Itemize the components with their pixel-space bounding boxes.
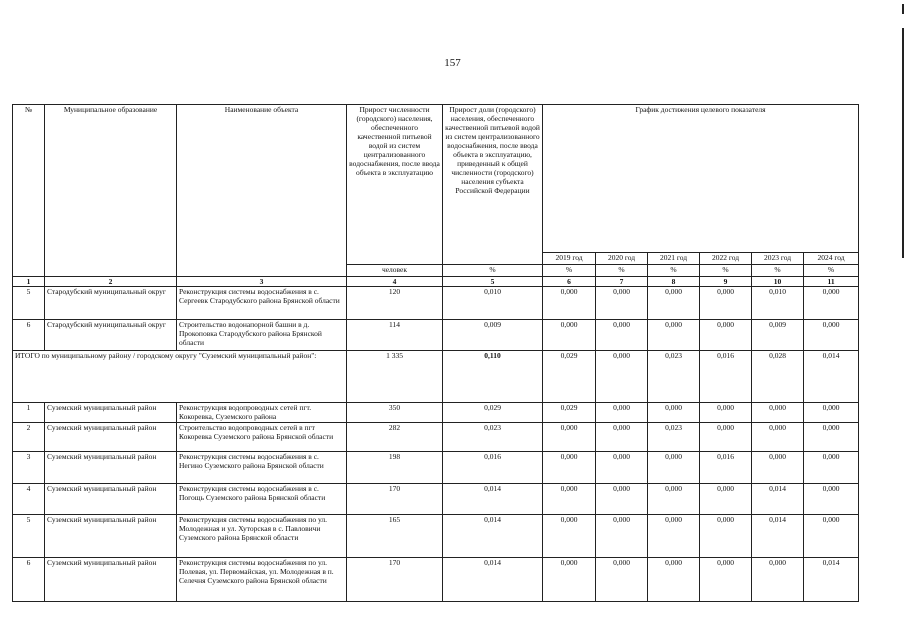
year-value-cell: 0,000 bbox=[700, 423, 752, 452]
object-name-cell: Реконструкция системы водоснабжения в с. Сергеевк Стародубского района Брянской области bbox=[177, 287, 347, 320]
municipality-cell: Суземский муниципальный район bbox=[45, 423, 177, 452]
year-value-cell: 0,000 bbox=[596, 515, 648, 558]
unit-percent: % bbox=[752, 265, 804, 277]
year-value-cell: 0,014 bbox=[752, 484, 804, 515]
header-row bbox=[13, 105, 859, 253]
column-number: 6 bbox=[543, 277, 596, 287]
column-number: 5 bbox=[443, 277, 543, 287]
year-value-cell: 0,000 bbox=[543, 515, 596, 558]
header-share-growth: Прирост доли (городского) населения, обеспеченного качественной питьевой водой из систем централизованного водоснабжения, после ввода объекта в эксплуатацию, приведенный к общей численности (городского) населения субъекта Российской Федерации bbox=[443, 105, 543, 265]
year-value-cell: 0,000 bbox=[752, 558, 804, 602]
population-growth-cell: 170 bbox=[347, 484, 443, 515]
year-value-cell: 0,000 bbox=[648, 484, 700, 515]
row-number: 1 bbox=[13, 403, 45, 423]
year-value-cell: 0,000 bbox=[804, 403, 859, 423]
year-value-cell: 0,000 bbox=[648, 452, 700, 484]
year-value-cell: 0,009 bbox=[752, 320, 804, 351]
year-value-cell: 0,000 bbox=[648, 515, 700, 558]
row-number: 6 bbox=[13, 558, 45, 602]
population-growth-cell: 114 bbox=[347, 320, 443, 351]
total-year-value: 0,028 bbox=[752, 351, 804, 403]
header-municipality: Муниципальное образование bbox=[45, 105, 177, 277]
year-value-cell: 0,000 bbox=[700, 558, 752, 602]
municipality-cell: Суземский муниципальный район bbox=[45, 452, 177, 484]
table-row bbox=[13, 558, 859, 602]
municipality-cell: Суземский муниципальный район bbox=[45, 403, 177, 423]
row-number: 6 bbox=[13, 320, 45, 351]
year-value-cell: 0,000 bbox=[752, 423, 804, 452]
total-label: ИТОГО по муниципальному району / городскому округу "Суземский муниципальный район": bbox=[13, 351, 347, 403]
year-value-cell: 0,000 bbox=[804, 287, 859, 320]
unit-percent: % bbox=[700, 265, 752, 277]
year-value-cell: 0,000 bbox=[596, 403, 648, 423]
population-growth-cell: 170 bbox=[347, 558, 443, 602]
share-growth-cell: 0,014 bbox=[443, 484, 543, 515]
table-row bbox=[13, 403, 859, 423]
year-value-cell: 0,000 bbox=[596, 423, 648, 452]
share-growth-cell: 0,014 bbox=[443, 515, 543, 558]
total-share-growth: 0,110 bbox=[443, 351, 543, 403]
header-object: Наименование объекта bbox=[177, 105, 347, 277]
target-indicator-table bbox=[12, 104, 859, 602]
column-number: 1 bbox=[13, 277, 45, 287]
column-number: 7 bbox=[596, 277, 648, 287]
column-number: 3 bbox=[177, 277, 347, 287]
year-value-cell: 0,000 bbox=[543, 423, 596, 452]
header-year: 2021 год bbox=[648, 253, 700, 265]
population-growth-cell: 120 bbox=[347, 287, 443, 320]
year-value-cell: 0,000 bbox=[543, 452, 596, 484]
year-value-cell: 0,000 bbox=[596, 452, 648, 484]
object-name-cell: Реконструкция системы водоснабжения по ул. Полевая, ул. Первомайская, ул. Молодежная в п. Селечня Суземского района Брянской области bbox=[177, 558, 347, 602]
year-value-cell: 0,000 bbox=[648, 320, 700, 351]
table-row bbox=[13, 287, 859, 320]
year-value-cell: 0,014 bbox=[804, 558, 859, 602]
population-growth-cell: 350 bbox=[347, 403, 443, 423]
year-value-cell: 0,000 bbox=[543, 558, 596, 602]
population-growth-cell: 165 bbox=[347, 515, 443, 558]
row-number: 4 bbox=[13, 484, 45, 515]
year-value-cell: 0,000 bbox=[543, 287, 596, 320]
year-value-cell: 0,000 bbox=[804, 484, 859, 515]
municipality-cell: Суземский муниципальный район bbox=[45, 515, 177, 558]
total-year-value: 0,023 bbox=[648, 351, 700, 403]
page-number: 157 bbox=[444, 57, 461, 69]
municipality-cell: Стародубский муниципальный округ bbox=[45, 287, 177, 320]
column-number: 9 bbox=[700, 277, 752, 287]
table-row bbox=[13, 423, 859, 452]
unit-percent: % bbox=[543, 265, 596, 277]
year-value-cell: 0,000 bbox=[700, 287, 752, 320]
object-name-cell: Реконструкция водопроводных сетей пгт. Кокоревка, Суземского района bbox=[177, 403, 347, 423]
year-value-cell: 0,016 bbox=[700, 452, 752, 484]
row-number: 5 bbox=[13, 287, 45, 320]
table-row bbox=[13, 484, 859, 515]
header-year: 2020 год bbox=[596, 253, 648, 265]
unit-percent: % bbox=[443, 265, 543, 277]
table-row bbox=[13, 320, 859, 351]
year-value-cell: 0,000 bbox=[596, 320, 648, 351]
population-growth-cell: 282 bbox=[347, 423, 443, 452]
share-growth-cell: 0,029 bbox=[443, 403, 543, 423]
total-year-value: 0,016 bbox=[700, 351, 752, 403]
municipality-cell: Суземский муниципальный район bbox=[45, 484, 177, 515]
unit-percent: % bbox=[804, 265, 859, 277]
share-growth-cell: 0,016 bbox=[443, 452, 543, 484]
year-value-cell: 0,000 bbox=[543, 484, 596, 515]
column-number: 11 bbox=[804, 277, 859, 287]
year-value-cell: 0,010 bbox=[752, 287, 804, 320]
year-value-cell: 0,029 bbox=[543, 403, 596, 423]
unit-percent: % bbox=[648, 265, 700, 277]
year-value-cell: 0,000 bbox=[804, 320, 859, 351]
year-value-cell: 0,000 bbox=[700, 320, 752, 351]
year-value-cell: 0,000 bbox=[700, 403, 752, 423]
total-year-value: 0,029 bbox=[543, 351, 596, 403]
year-value-cell: 0,000 bbox=[804, 515, 859, 558]
scan-edge-mark bbox=[902, 4, 904, 14]
column-number: 2 bbox=[45, 277, 177, 287]
row-number: 2 bbox=[13, 423, 45, 452]
share-growth-cell: 0,010 bbox=[443, 287, 543, 320]
year-value-cell: 0,000 bbox=[596, 484, 648, 515]
year-value-cell: 0,000 bbox=[648, 558, 700, 602]
year-value-cell: 0,000 bbox=[700, 515, 752, 558]
year-value-cell: 0,000 bbox=[804, 423, 859, 452]
population-growth-cell: 198 bbox=[347, 452, 443, 484]
municipality-cell: Суземский муниципальный район bbox=[45, 558, 177, 602]
year-value-cell: 0,014 bbox=[752, 515, 804, 558]
share-growth-cell: 0,014 bbox=[443, 558, 543, 602]
unit-percent: % bbox=[596, 265, 648, 277]
year-value-cell: 0,000 bbox=[804, 452, 859, 484]
year-value-cell: 0,000 bbox=[596, 558, 648, 602]
municipality-cell: Стародубский муниципальный округ bbox=[45, 320, 177, 351]
year-value-cell: 0,000 bbox=[596, 287, 648, 320]
table-row bbox=[13, 452, 859, 484]
column-number: 4 bbox=[347, 277, 443, 287]
column-number: 8 bbox=[648, 277, 700, 287]
total-row bbox=[13, 351, 859, 403]
header-no: № bbox=[13, 105, 45, 277]
unit-people: человек bbox=[347, 265, 443, 277]
total-year-value: 0,014 bbox=[804, 351, 859, 403]
year-value-cell: 0,000 bbox=[700, 484, 752, 515]
object-name-cell: Реконструкция системы водоснабжения по ул. Молодежная и ул. Хуторская в с. Павловичи Суземского района Брянской области bbox=[177, 515, 347, 558]
header-year: 2019 год bbox=[543, 253, 596, 265]
header-year: 2024 год bbox=[804, 253, 859, 265]
header-year: 2022 год bbox=[700, 253, 752, 265]
total-population-growth: 1 335 bbox=[347, 351, 443, 403]
table-row bbox=[13, 515, 859, 558]
year-value-cell: 0,000 bbox=[752, 403, 804, 423]
share-growth-cell: 0,023 bbox=[443, 423, 543, 452]
year-value-cell: 0,000 bbox=[648, 287, 700, 320]
year-value-cell: 0,000 bbox=[648, 403, 700, 423]
year-value-cell: 0,023 bbox=[648, 423, 700, 452]
object-name-cell: Строительство водопроводных сетей в пгт Кокоревка Суземского района Брянской области bbox=[177, 423, 347, 452]
year-value-cell: 0,000 bbox=[752, 452, 804, 484]
total-year-value: 0,000 bbox=[596, 351, 648, 403]
row-number: 3 bbox=[13, 452, 45, 484]
object-name-cell: Реконструкция системы водоснабжения в с. Погощь Суземского района Брянской области bbox=[177, 484, 347, 515]
year-value-cell: 0,000 bbox=[543, 320, 596, 351]
column-numbers-row bbox=[13, 277, 859, 287]
share-growth-cell: 0,009 bbox=[443, 320, 543, 351]
column-number: 10 bbox=[752, 277, 804, 287]
header-schedule: График достижения целевого показателя bbox=[543, 105, 859, 253]
object-name-cell: Строительство водонапорной башни в д. Прокоповка Стародубского района Брянской области bbox=[177, 320, 347, 351]
header-population-growth: Прирост численности (городского) населения, обеспеченного качественной питьевой водой из систем централизованного водоснабжения, после ввода объекта в эксплуатацию bbox=[347, 105, 443, 265]
object-name-cell: Реконструкция системы водоснабжения в с. Негино Суземского района Брянской области bbox=[177, 452, 347, 484]
header-year: 2023 год bbox=[752, 253, 804, 265]
row-number: 5 bbox=[13, 515, 45, 558]
